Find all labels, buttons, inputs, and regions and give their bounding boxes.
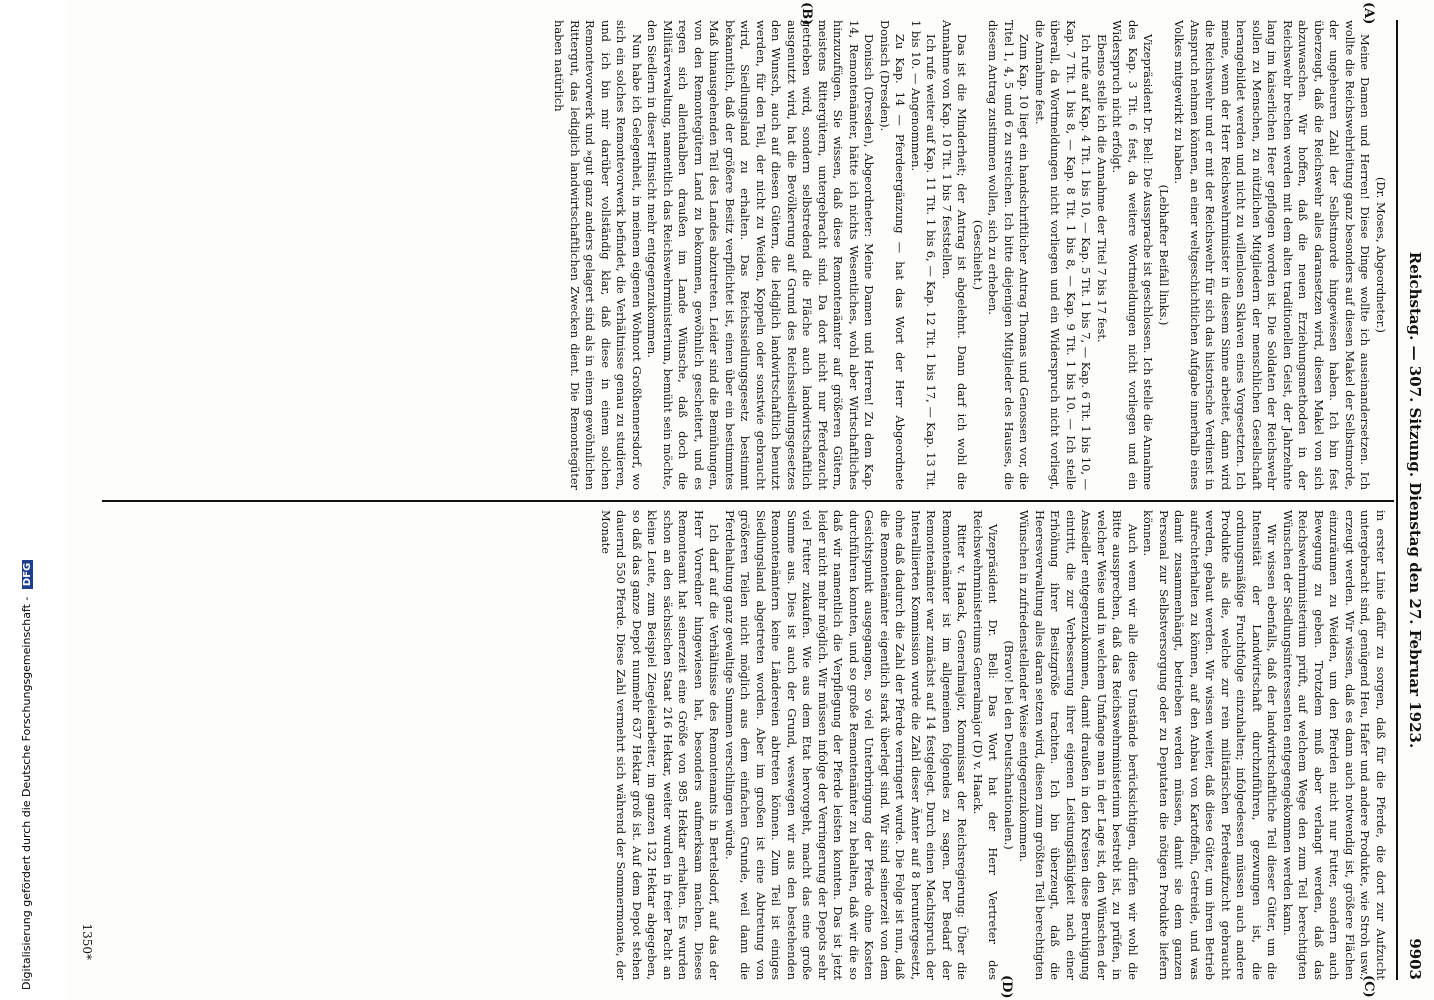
- paragraph: Nun habe ich Gelegenheit, in meinem eigenen Wohnort Großhennersdorf, wo sich ein solches Remontevorwerk befindet, die Verhältnisse genau zu studieren, und ich bin mir darüber vollständig klar, daß diese in einem solchen Remontevorwerk und »gut ganz anders gelagert sind als in einem gewöhnlichen Rittergut, das lediglich landwirtschaftlichen Zwecken dient. Die Remontegüter haben natürlich: [552, 20, 644, 490]
- column-divider: [102, 500, 1394, 502]
- margin-mark-b: (B): [799, 2, 814, 26]
- paragraph: Vizepräsident Dr. Bell: Die Aussprache ist geschlossen. Ich stelle die Annahme des Kap. 3 Tit. 6 fest, da weitere Wortmeldungen nicht vorliegen und ein Widerspruch nicht erfolgt.: [1110, 20, 1156, 490]
- paragraph: Auch wenn wir alle diese Umstände berücksichtigen, dürfen wir wohl die Bitte aussprechen, daß das Reichswehrministerium bestrebt ist, zu prüfen, in welcher Weise und in welchem Umfange man in der Lage ist, den Wünschen der Ansiedler entgegenzukommen, damit draußen in den Kreisen diese Beruhigung eintritt, die zur Verbesserung ihrer eigenen Leistungsfähigkeit nach einer Erhöhung ihrer Besitzgröße trachten. Ich bin überzeugt, daß die Heeresverwaltung alles daran setzen wird, diesen zum größten Teil berechtigten Wünschen in zufriedenstellender Weise entgegenzukommen.: [1017, 510, 1140, 980]
- paragraph: Ich rufe auf Kap. 4 Tit. 1 bis 10, — Kap. 5 Tit. 1 bis 7, — Kap. 6 Tit. 1 bis 10, — Kap. 7 Tit. 1 bis 8, — Kap. 8 Tit. 1 bis 8, — Kap. 9 Tit. 1 bis 10. — Ich stelle überall, da Wortmeldungen nicht vorliegen und ein Widerspruch nicht vorliegt, die Annahme fest.: [1033, 20, 1094, 490]
- header-rule: [1396, 20, 1398, 980]
- margin-mark-d: (D): [999, 975, 1014, 999]
- margin-mark-c: (C): [1361, 975, 1376, 998]
- margin-mark-a: (A): [1361, 2, 1376, 25]
- paragraph: Ich rufe weiter auf Kap. 11 Tit. 1 bis 6, — Kap. 12 Tit. 1 bis 17, — Kap. 13 Tit. 1 bis 10. — Angenommen.: [909, 20, 939, 490]
- page-header-title: Reichstag. — 307. Sitzung. Dienstag den 27. Februar 1923.: [1406, 251, 1424, 749]
- stage-direction: (Lebhafter Beifall links.): [1157, 184, 1171, 326]
- paragraph: Das ist die Minderheit; der Antrag ist abgelehnt. Dann darf ich wohl die Annahme von Kap. 10 Tit. 1 bis 7 feststellen.: [940, 20, 970, 490]
- left-text-column: [108, 20, 1388, 490]
- speaker-heading: (Dr. Moses, Abgeordneter.): [1374, 176, 1388, 333]
- paragraph: Ebenso stelle ich die Annahme der Titel 7 bis 17 fest.: [1095, 34, 1109, 343]
- stage-direction: (Bravo! bei den Deutschnationalen.): [1002, 640, 1016, 850]
- page-header: [1400, 20, 1424, 980]
- paragraph: Vizepräsident Dr. Bell: Das Wort hat der Herr Vertreter des Reichswehrministeriums Generalmajor (D) v. Haack.: [971, 510, 1001, 980]
- paragraph: Meine Damen und Herren! Diese Dinge wollte ich auseinandersetzen. Ich wollte die Reichswehrleitung ganz besonders auf diesen Makel der Selbstmorde, der ungeheuren Zahl der Selbstmorde hingewiesen haben. Ich bin fest überzeugt, daß die Reichswehr alles daransetzen wird, diesen Makel von sich abzuwaschen. Wir hoffen, daß die neuen Erziehungsmethoden in der Reichswehr brechen werden mit dem alten traditionellen Geist, der Jahrzehnte lang im kaiserlichen Heer gepflogen worden ist. Die Soldaten der Reichswehr sollen zu Menschen, zu nützlichen Mitgliedern der menschlichen Gesellschaft herangebildet werden und nicht zu willenlosen Sklaven eines Vorgesetzten. Ich meine, wenn der Herr Reichswehrminister in diesem Sinne arbeitet, dann wird die Reichswehr und er mit der Reichswehr für sich das historische Verdienst in Anspruch nehmen können, an einer weltgeschichtlichen Aufgabe innerhalb eines Volkes mitgewirkt zu haben.: [1172, 20, 1373, 490]
- sheet-mark: 1350*: [80, 923, 94, 960]
- rotated-scanned-page: [67, 0, 1434, 1000]
- paragraph: Ritter v. Haack, Generalmajor, Kommissar der Reichsregierung: Über die Remontenämter ist im allgemeinen folgendes zu sagen. Der Bedarf der Remontenämter war zunächst auf 14 festgelegt. Durch einen Machtspruch der Interalliierten Kommission wurde die Zahl dieser Ämter auf 8 heruntergesetzt, ohne daß dadurch die Zahl der Pferde verringert wurde. Die Folge ist nun, daß die Remontenämter eigentlich stark überlegt sind. Wir sind seinerzeit von dem Gesichtspunkt ausgegangen, so viel Unterbringung der Pferde ohne Kosten durchführen konnten, und so große Remontenämter zu behalten, daß wir die so daß wir namentlich die Verpflegung der Pferde leisten konnten. Das ist jetzt leider nicht mehr möglich. Wir müssen infolge der Verringerung der Depots sehr viel Futter zukaufen. Wie aus dem Etat hervorgeht, macht das eine große Summe aus. Dies ist auch der Grund, weswegen wir aus den bestehenden Remontenämtern keine Ländereien abtreten können. Zum Teil ist einiges Siedlungsland abgetreten worden. Aber im großen ist eine Abtretung von größeren Teilen nicht möglich aus dem einfachen Grunde, weil dann die Pferdehaltung ganz gewaltige Summen verschlingen würde.: [723, 510, 970, 980]
- digitisation-credit: [20, 0, 33, 990]
- dfg-logo: DFG: [22, 560, 33, 589]
- credit-text: Digitalisierung gefördert durch die Deutsche Forschungsgemeinschaft -: [20, 596, 33, 990]
- page-number: 9903: [1406, 938, 1424, 980]
- paragraph: in erster Linie dafür zu sorgen, daß für die Pferde, die dort zur Aufzucht untergebracht sind, genügend Heu, Hafer und andere Produkte, wie Stroh usw., erzeugt werden. Wir wissen, daß es dann auch notwendig ist, größere Flächen einzuräumen zu Weiden, um den Pferden nicht nur Futter, sondern auch Bewegung zu geben. Trotzdem muß aber verlangt werden, daß das Reichswehrministerium prüft, auf welchem Wege den zum Teil berechtigten Wünschen der Siedlungsinteressenten entgegengekommen werden kann.: [1281, 510, 1388, 980]
- paragraph: Ich darf auf die Verhältnisse des Remontenamts in Bertelsdorf, auf das der Herr Vorredner hingewiesen hat, besonders aufmerksam machen. Dieses Remonteamt hat seinerzeit eine Größe von 985 Hektar erhalten. Es wurden schon an den sächsischen Staat 216 Hektar, weiter wurden in freier Pacht an kleine Leute, zum Beispiel Ziegeleiarbeiter, im ganzen 132 Hektar abgegeben, so daß das ganze Depot nunmehr 637 Hektar groß ist. Auf dem Depot stehen dauernd 550 Pferde. Diese Zahl vermehrt sich während der Sommermonate, der Monate: [599, 510, 722, 980]
- paragraph: Zum Kap. 10 liegt ein handschriftlicher Antrag Thomas und Genossen vor, die Titel 1, 4, 5 und 6 zu streichen. Ich bitte diejenigen Mitglieder des Hauses, die diesem Antrag zustimmen wollen, sich zu erheben.: [986, 20, 1032, 490]
- stage-direction: (Geschieht.): [971, 219, 985, 291]
- right-text-column: [108, 510, 1388, 980]
- paragraph: Zu Kap. 14 — Pferdeergänzung — hat das Wort der Herr Abgeordnete Donisch (Dresden).: [878, 20, 908, 490]
- paragraph: Donisch (Dresden), Abgeordneter: Meine Damen und Herren! Zu dem Kap. 14, Remontenämter, hätte ich nichts Wesentliches, wohl aber Wirtschaftliches hinzuzufügen. Sie wissen, daß diese Remontenämter auf größeren Gütern, meistens Rittergütern, untergebracht sind. Da dort nicht nur Pferdezucht getrieben wird, sondern selbstredend die Fläche auch landwirtschaftlich ausgenutzt wird, hat die Bevölkerung auf Grund des Reichssiedlungsgesetzes den Wunsch, auch auf diesen Gütern, die lediglich landwirtschaftlich benutzt werden, für den Teil, der nicht zu Weiden, Koppeln oder sonstwie gebraucht wird, Siedlungsland zu erhalten. Das Reichssiedlungsgesetz bestimmt bekanntlich, daß der größere Besitz verpflichtet ist, einen über ein bestimmtes Maß hinausgehenden Teil des Landes abzutreten. Leider sind die Bemühungen, von den Remontegütern Land zu bekommen, gewöhnlich gescheitert, und es regen sich allenthalben draußen im Lande Wünsche, daß doch die Militärverwaltung, namentlich das Reichswehrministerium, bemüht sein möchte, den Siedlern in dieser Hinsicht mehr entgegenzukommen.: [645, 20, 877, 490]
- paragraph: Wir wissen ebenfalls, daß der landwirtschaftliche Teil dieser Güter, um die Intensität der Landwirtschaft durchzuführen, gezwungen ist, die ordnungsmäßige Fruchtfolge einzuhalten; infolgedessen müssen auch andere Produkte als die, welche zur rein militärischen Pferdeaufzucht gebraucht werden, gebaut werden. Wir wissen weiter, daß diese Güter, um ihren Betrieb aufrechterhalten zu können, auf den Anbau von Kartoffeln, Getreide, und was damit zusammenhängt, betrieben werden müssen, damit sie dem ganzen Personal zur Selbstversorgung oder zu Deputaten die nötigen Produkte liefern können.: [1141, 510, 1280, 980]
